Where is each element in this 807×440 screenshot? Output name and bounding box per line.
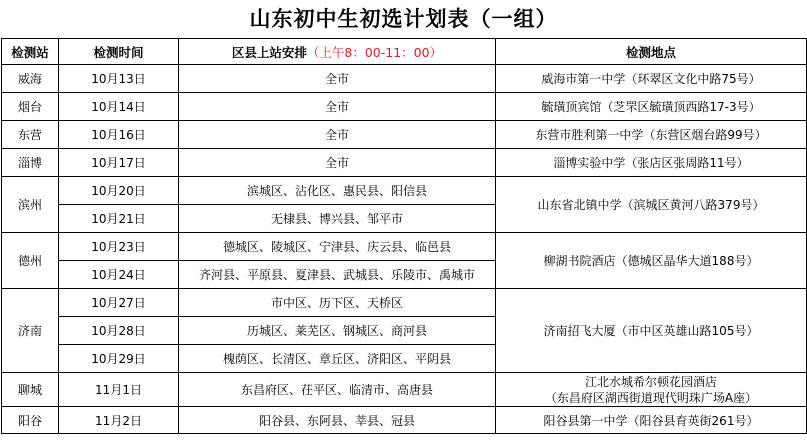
header-station: 检测站 (2, 39, 59, 65)
table-row (2, 65, 807, 93)
station-cell: 滨州 (2, 177, 59, 233)
districts-cell: 槐荫区、长清区、章丘区、济阳区、平阴县 (179, 345, 496, 373)
location-cell: 山东省北镇中学（滨城区黄河八路379号） (496, 177, 807, 233)
location-cell: 阳谷县第一中学（阳谷县育英街261号） (496, 407, 807, 434)
districts-cell: 全市 (179, 121, 496, 149)
header-schedule-label: 区县上站安排 (231, 44, 307, 60)
header-location: 检测地点 (496, 39, 807, 65)
location-cell: 柳湖书院酒店（德城区晶华大道188号） (496, 233, 807, 289)
table-header-row (2, 39, 807, 65)
date-cell: 10月16日 (59, 121, 179, 149)
districts-cell: 滨城区、沾化区、惠民县、阳信县 (179, 177, 496, 205)
station-cell: 阳谷 (2, 407, 59, 434)
table-row (2, 149, 807, 177)
station-cell: 威海 (2, 65, 59, 93)
date-cell: 10月24日 (59, 261, 179, 289)
districts-cell: 全市 (179, 93, 496, 121)
table-row (2, 177, 807, 205)
date-cell: 10月21日 (59, 205, 179, 233)
districts-cell: 东昌府区、茌平区、临清市、高唐县 (179, 373, 496, 407)
districts-cell: 齐河县、平原县、夏津县、武城县、乐陵市、禹城市 (179, 261, 496, 289)
date-cell: 10月23日 (59, 233, 179, 261)
table-row (2, 233, 807, 261)
table-row (2, 121, 807, 149)
location-cell: 毓璜顶宾馆（芝罘区毓璜顶西路17-3号） (496, 93, 807, 121)
districts-cell: 全市 (179, 149, 496, 177)
station-cell: 淄博 (2, 149, 59, 177)
districts-cell: 历城区、莱芜区、钢城区、商河县 (179, 317, 496, 345)
date-cell: 11月1日 (59, 373, 179, 407)
header-schedule (179, 39, 496, 65)
districts-cell: 德城区、陵城区、宁津县、庆云县、临邑县 (179, 233, 496, 261)
date-cell: 10月28日 (59, 317, 179, 345)
table-row (2, 373, 807, 407)
location-cell: 东营市胜利第一中学（东营区烟台路99号） (496, 121, 807, 149)
header-schedule-note: （上午8：00-11：00） (306, 44, 443, 60)
location-cell: 威海市第一中学（环翠区文化中路75号） (496, 65, 807, 93)
station-cell: 德州 (2, 233, 59, 289)
table-row (2, 289, 807, 317)
districts-cell: 无棣县、博兴县、邹平市 (179, 205, 496, 233)
schedule-table (1, 38, 807, 434)
location-cell (496, 373, 807, 407)
station-cell: 聊城 (2, 373, 59, 407)
date-cell: 10月13日 (59, 65, 179, 93)
location-line: 江北水城希尔顿花园酒店 (584, 374, 717, 389)
station-cell: 济南 (2, 289, 59, 373)
table-row (2, 93, 807, 121)
date-cell: 10月29日 (59, 345, 179, 373)
districts-cell: 市中区、历下区、天桥区 (179, 289, 496, 317)
station-cell: 烟台 (2, 93, 59, 121)
date-cell: 10月17日 (59, 149, 179, 177)
header-time: 检测时间 (59, 39, 179, 65)
page-title: 山东初中生初选计划表（一组） (249, 6, 558, 31)
date-cell: 10月14日 (59, 93, 179, 121)
date-cell: 10月27日 (59, 289, 179, 317)
date-cell: 10月20日 (59, 177, 179, 205)
districts-cell: 阳谷县、东阿县、莘县、冠县 (179, 407, 496, 434)
station-cell: 东营 (2, 121, 59, 149)
location-cell: 淄博实验中学（张店区张周路11号） (496, 149, 807, 177)
table-row (2, 407, 807, 434)
date-cell: 11月2日 (59, 407, 179, 434)
districts-cell: 全市 (179, 65, 496, 93)
location-cell: 济南招飞大厦（市中区英雄山路105号） (496, 289, 807, 373)
location-line: （东昌府区湖西街道现代明珠广场A座） (544, 390, 758, 405)
